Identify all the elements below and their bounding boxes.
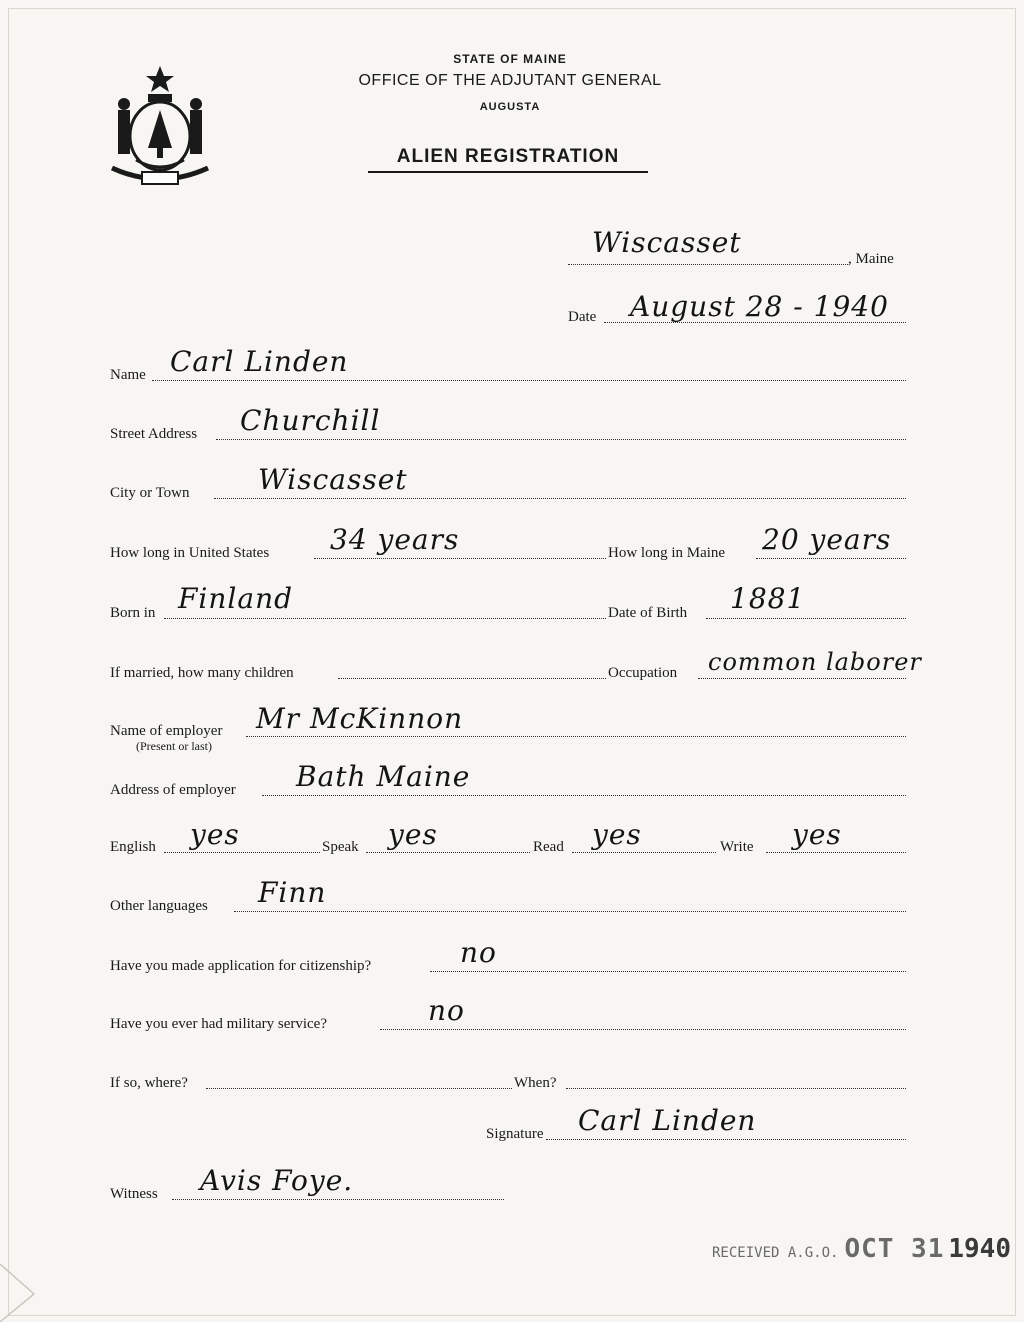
born-in-value: Finland — [178, 582, 294, 615]
witness-label: Witness — [110, 1186, 158, 1202]
date-value: August 28 - 1940 — [630, 290, 889, 323]
received-stamp — [712, 1234, 1011, 1264]
stamp-prefix: RECEIVED A.G.O. — [712, 1245, 839, 1261]
born-in-label: Born in — [110, 605, 156, 621]
city-value: Wiscasset — [258, 463, 408, 496]
english-label: English — [110, 839, 156, 855]
name-value: Carl Linden — [170, 345, 349, 378]
where-line — [206, 1088, 512, 1089]
military-line — [380, 1029, 906, 1030]
speak-label: Speak — [322, 839, 359, 855]
english-value: yes — [190, 818, 240, 851]
place-value: Wiscasset — [592, 226, 742, 259]
name-label: Name — [110, 367, 146, 383]
born-in-line — [164, 618, 606, 619]
other-languages-label: Other languages — [110, 898, 208, 914]
birth-date-label: Date of Birth — [608, 605, 688, 621]
occupation-value: common laborer — [708, 648, 922, 676]
years-us-value: 34 years — [330, 523, 460, 556]
stamp-date: OCT 31 — [844, 1234, 945, 1264]
citizenship-label: Have you made application for citizenship? — [110, 958, 372, 974]
when-line — [566, 1088, 906, 1089]
years-maine-value: 20 years — [762, 523, 892, 556]
write-line — [766, 852, 906, 853]
birth-date-value: 1881 — [730, 582, 806, 615]
signature-value: Carl Linden — [578, 1104, 757, 1137]
citizenship-value: no — [460, 936, 497, 969]
employer-address-label: Address of employer — [110, 782, 236, 798]
children-label: If married, how many children — [110, 665, 294, 681]
signature-label: Signature — [486, 1126, 544, 1142]
citizenship-line — [430, 971, 906, 972]
employer-label: Name of employer — [110, 723, 223, 739]
english-line — [164, 852, 320, 853]
street-label: Street Address — [110, 426, 198, 442]
state-of-maine-seal-icon — [108, 64, 212, 188]
write-value: yes — [792, 818, 842, 851]
children-line — [338, 678, 606, 679]
years-maine-label: How long in Maine — [608, 545, 726, 561]
speak-value: yes — [388, 818, 438, 851]
street-line — [216, 439, 906, 440]
speak-line — [366, 852, 530, 853]
other-languages-value: Finn — [258, 876, 327, 909]
years-us-label: How long in United States — [110, 545, 270, 561]
write-label: Write — [720, 839, 754, 855]
street-value: Churchill — [240, 404, 381, 437]
read-value: yes — [592, 818, 642, 851]
header-state: STATE OF MAINE — [453, 52, 567, 66]
header-city: AUGUSTA — [479, 101, 541, 113]
employer-line — [246, 736, 906, 737]
employer-value: Mr McKinnon — [256, 702, 464, 735]
form-title: ALIEN REGISTRATION — [368, 146, 648, 173]
occupation-label: Occupation — [608, 665, 678, 681]
read-label: Read — [533, 839, 564, 855]
signature-line — [546, 1139, 906, 1140]
birth-date-line — [706, 618, 906, 619]
date-label: Date — [568, 309, 597, 325]
military-label: Have you ever had military service? — [110, 1016, 327, 1032]
city-line — [214, 498, 906, 499]
place-line — [568, 264, 848, 265]
military-value: no — [428, 994, 465, 1027]
page-corner-fold-icon — [0, 1264, 40, 1322]
header-office: OFFICE OF THE ADJUTANT GENERAL — [358, 72, 662, 89]
where-label: If so, where? — [110, 1075, 188, 1091]
city-label: City or Town — [110, 485, 190, 501]
employer-sub-label: (Present or last) — [136, 739, 212, 753]
witness-value: Avis Foye. — [200, 1164, 354, 1197]
name-line — [152, 380, 906, 381]
employer-address-value: Bath Maine — [296, 760, 471, 793]
when-label: When? — [514, 1075, 557, 1091]
witness-line — [172, 1199, 504, 1200]
stamp-year: 1940 — [948, 1234, 1011, 1264]
years-maine-line — [756, 558, 906, 559]
place-suffix: , Maine — [848, 251, 894, 267]
years-us-line — [314, 558, 606, 559]
other-languages-line — [234, 911, 906, 912]
occupation-line — [698, 678, 906, 679]
read-line — [572, 852, 716, 853]
employer-address-line — [262, 795, 906, 796]
